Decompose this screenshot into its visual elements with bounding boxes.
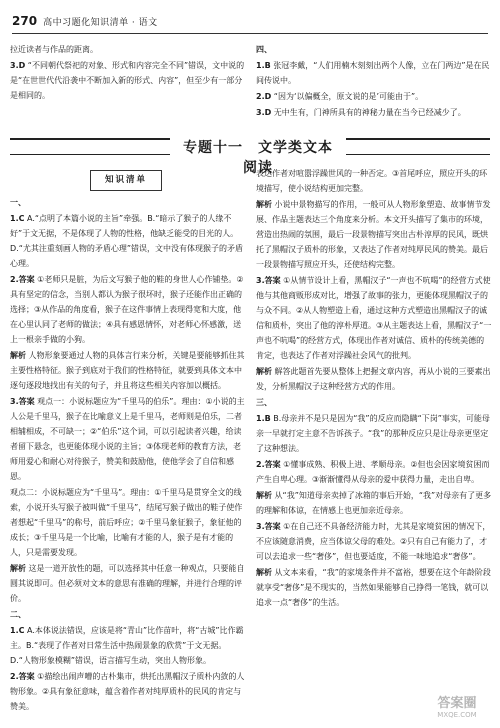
item-text: 从文本来看，“我”的家境条件并不富裕，想要在这个年龄阶段就享受“奢侈”是不现实的，当然如果能够自己挣得一笔钱，就可以追求一点“奢侈”的生活。 [256,568,491,607]
paragraph [256,488,492,518]
item-number: 3.答案 [10,397,35,406]
section-label-box: 知识清单 [90,170,162,191]
paragraph [256,519,492,564]
item-number: 解析 [256,200,272,209]
paragraph [256,197,492,272]
top-left-block [10,42,246,104]
right-column [256,166,492,611]
watermark-url: MXQE.COM [437,711,477,719]
paragraph [256,411,492,456]
item-number: 3.答案 [256,276,281,285]
item-number: 一、 [10,198,26,207]
item-number: 3.答案 [256,522,281,531]
item-text: A.“点明了本篇小说的主旨”牵强。B.“暗示了猴子的人缘不好”于文无据，不是体现了人物的性格，他缺乏能受的目光的人。D.“尤其注重刻画人物的矛盾心理”错误，文中没有体现猴子的矛盾心理。 [10,214,243,268]
item-number: 3.D [10,61,26,70]
item-text: 人物形象要通过人物的具体言行来分析，关键是要能够抓住其主要性格特征。猴子到底对于我们的性格特征，就要到具体文本中逐句逐段地找出有关的句子，并且将这些相关内容加以概括。 [10,351,245,390]
item-text: 张冠李戴，“人们用楠木刻刻出两个人像，立在门两边”是在民间传说中。 [256,61,490,85]
item-number: 1.C [10,214,25,223]
item-number: 2.答案 [256,460,281,469]
item-number: 1.B [256,61,271,70]
item-text: ①从情节设计上看，黑帽汉子“一声也不吭喝”的经营方式使他与其他商贩形成对比，增强了故事的张力，更能体现黑帽汉子的与众不同。②从人物塑造上看，通过这种方式塑造出黑帽汉子的诚信和质朴，突出了他的淳朴厚道。③从主题表达上看，黑帽汉子“一声也不吭喝”的经营方式，体现出作者对诚信、质朴的传统美德的肯定，也表达了作者对浮躁社会风气的批判。 [256,276,492,360]
paragraph [256,166,492,196]
page-header [12,10,488,32]
item-text: A.本体说法错误，应该是将“青山”比作苗叶，将“古城”比作霸主。B.“表现了作者对日常生活中热闹景象的欣赏”于文无据。D.“人物形象模糊”错误，语言描写生动，突出人物形象。 [10,626,244,665]
item-text: ①老师只是脏，为后文写猴子他的鞋的身世人心作铺垫。②具有坚定的信念，当别人都认为猴子很坏时，猴子还能作出正确的选择；③从作品的角度看，猴子在这件事情上表现得宽和大度，他在心里认同了老师的做法；④具有感恩情怀，对老师心怀感激，送上一根亲手做的小狗。 [10,275,244,344]
item-number: 解析 [256,367,272,376]
page-number: 270 [12,14,38,28]
item-number: 1.B [256,414,271,423]
paragraph [256,42,492,57]
item-text: 解答此题首先要从整体上把握文章内容，再从小说的三要素出发，分析黑帽汉子这种经营方式的作用。 [256,367,491,391]
item-number: 3.D [256,108,272,117]
header-rule [12,33,488,34]
paragraph [10,58,246,103]
paragraph [10,195,246,210]
item-number: 三、 [256,398,272,407]
paragraph [256,105,492,120]
item-number: 2.答案 [10,275,35,284]
paragraph [10,669,246,714]
paragraph [256,457,492,487]
item-number: 解析 [256,491,272,500]
paragraph [256,565,492,610]
item-text: 拉近读者与作品的距离。 [10,45,98,54]
item-text: 小说中景物描写的作用，一般可从人物形象塑造、故事情节发展、作品主题表达三个角度来分析。本文开头描写了集市的环境，营造出热闹的氛围，最后一段景物描写突出古朴淳厚的民风，既烘托了黑帽汉子质朴的形象，又表达了作者对纯厚民风的赞美。最后一段景物描写照应开头，还使结构完整。 [256,200,491,269]
book-title: 高中习题化知识清单 · 语文 [43,17,158,28]
item-number: 二、 [10,610,26,619]
item-text: “因为‘以偏概全，原文说的是’可能由于”。 [273,92,424,101]
top-right-block [256,42,492,121]
item-text: ①描绘出闹声嘈的古朴集市，烘托出黑帽汉子质朴内敛的人物形象。②具有象征意味，蕴含着作者对纯厚质朴的民风的肯定与赞美。 [10,672,245,711]
item-number: 1.C [10,626,25,635]
section-title: 专题十一 文学类文本阅读 [183,140,333,176]
item-number: 四、 [256,45,272,54]
item-text: 从“我”知道母亲卖掉了冰箱的事后开始，“我”对母亲有了更多的理解和体谅，在情感上也更加亲近母亲。 [256,491,492,515]
section-banner [10,135,490,176]
item-number: 2.D [256,92,272,101]
item-text: 表达作者对喧嚣浮躁世风的一种否定。③首尾呼应，照应开头的环境描写，使小说结构更加完整。 [256,169,488,193]
paragraph [10,607,246,622]
item-text: 观点一：小说标题应为“千里马的伯乐”。理由：①小说的主人公是千里马，猴子在比喻意义上是千里马，老师则是伯乐，二者相辅相成，不可缺一；②“伯乐”这个词，可以引起读者兴趣，给读者留下悬念，也更能体现小说的主旨；③体现老师的教育方法，老师用爱心和耐心对待猴子，赞美和鼓励他，使他学会了自信和感恩。 [10,397,245,481]
paragraph [10,211,246,271]
paragraph [10,42,246,57]
item-text: 无中生有，门神所具有的神秘力量在当今已经减少了。 [273,108,466,117]
item-text: B.母亲并不是只是因为“我”的反应而隐瞒“下岗”事实，可能母亲一早就打定主意不告诉孩子。“我”的那种反应只是让母亲更坚定了这种想法。 [256,414,490,453]
paragraph [10,348,246,393]
item-number: 解析 [10,351,26,360]
item-text: “不同朝代祭祀的对象、形式和内容完全不同”错误，文中说的是“在世世代代沿袭中不断加入新的形式、内容”，但至少有一部分是相同的。 [10,61,245,100]
item-text: 观点二：小说标题应为“千里马”。理由：①千里马是贯穿全文的线索，小说开头写猴子被叫做“千里马”，结尾写猴子做出的鞋子使作者想起“千里马”的称号，前后呼应；②千里马象征猴子，象征他的成长；③千里马是一个比喻，比喻有才能的人，猴子是有才能的人，只是需要发现。 [10,488,243,557]
paragraph [256,89,492,104]
paragraph [10,561,246,606]
watermark-text: 答案圈 [437,696,477,711]
item-text: ①懂事成熟、积极上进、孝顺母亲。②但也会因家境贫困而产生自卑心理。③渐渐懂得从母亲的爱中获得力量，走出自卑。 [256,460,490,484]
watermark-logo [422,692,492,724]
paragraph [256,395,492,410]
item-text: ①在自己还不具备经济能力时，尤其是家境贫困的情况下，不应该随意消费，应当体谅父母的难处。②只有自己有能力了，才可以去追求一些“奢侈”，但也要适度，不能一味地追求“奢侈”。 [256,522,491,561]
item-number: 解析 [10,564,26,573]
paragraph [10,623,246,668]
item-text: 这是一道开放性的题，可以选择其中任意一种观点，只要能自圆其说即可。但必须对文本的意思有准确的理解，并进行合理的评价。 [10,564,245,603]
item-number: 解析 [256,568,272,577]
paragraph [256,273,492,363]
paragraph [256,58,492,88]
paragraph [10,272,246,347]
paragraph [256,364,492,394]
left-column [10,166,246,715]
item-number: 2.答案 [10,672,35,681]
paragraph [10,485,246,560]
paragraph [10,394,246,484]
